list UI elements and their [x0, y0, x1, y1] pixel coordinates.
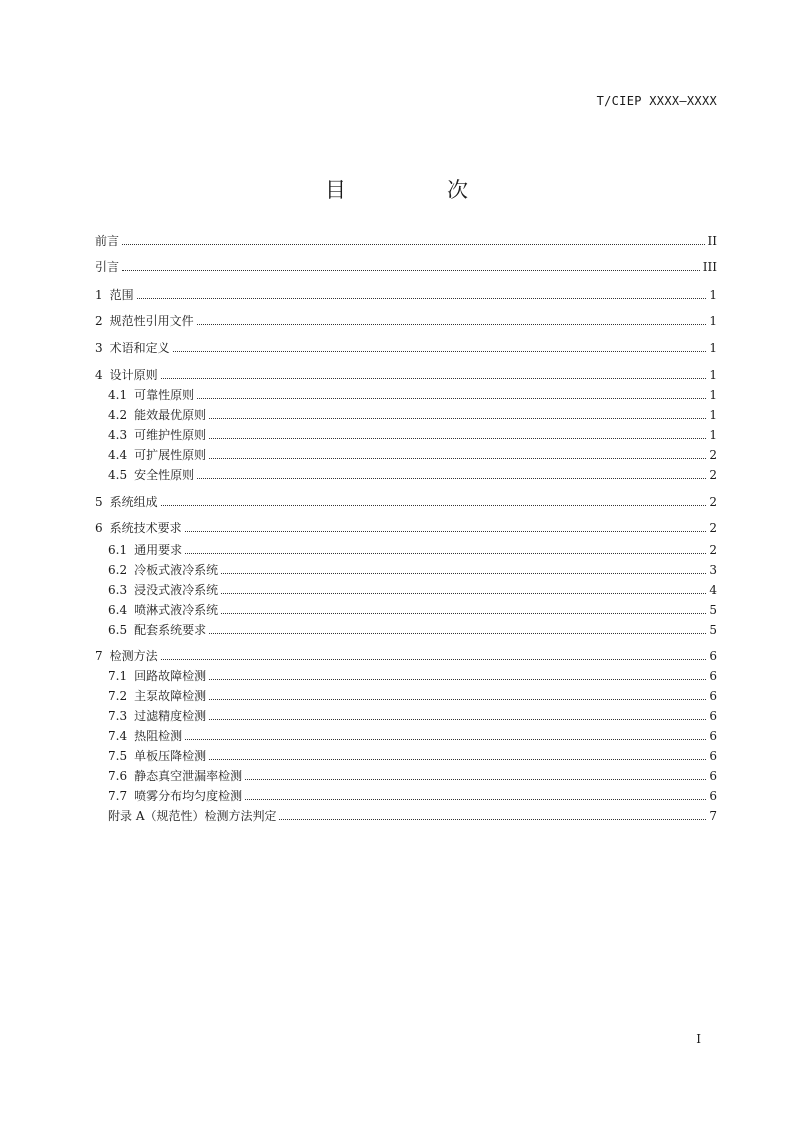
toc-entry-number: 7	[95, 649, 103, 663]
toc-entry-number: 5	[95, 495, 103, 509]
toc-entry-number: 7.5	[108, 749, 128, 763]
toc-entry-number: 6.2	[108, 563, 128, 577]
toc-entry-text: 可扩展性原则	[134, 448, 207, 462]
dot-leader	[245, 778, 706, 780]
toc-entry-text: 可靠性原则	[134, 388, 195, 402]
toc-entry-label	[108, 688, 206, 704]
toc-entry[interactable]	[108, 427, 717, 443]
toc-entry-label	[108, 562, 218, 578]
toc-entry-text: 前言	[95, 234, 120, 248]
toc-entry-page: 6	[709, 709, 717, 723]
toc-entry-page: II	[707, 234, 717, 248]
toc-entry-page: 1	[709, 428, 717, 442]
toc-entry[interactable]	[108, 688, 717, 704]
toc-entry-number: 6.3	[108, 583, 128, 597]
toc-entry-label	[108, 768, 242, 784]
toc-entry-text: 主泵故障检测	[134, 689, 207, 703]
toc-entry[interactable]	[108, 562, 717, 578]
toc-entry-label	[108, 447, 206, 463]
toc-entry[interactable]	[108, 387, 717, 403]
toc-entry-page: 2	[709, 543, 717, 557]
toc-entry-page: 1	[709, 341, 717, 355]
toc-entry[interactable]	[95, 520, 717, 536]
toc-entry-number: 6	[95, 521, 103, 535]
page-number: I	[696, 1032, 701, 1046]
toc-entry-label	[108, 788, 242, 804]
dot-leader	[185, 530, 707, 532]
toc-entry-number: 7.4	[108, 729, 128, 743]
toc-entry-text: 冷板式液冷系统	[134, 563, 219, 577]
dot-leader	[221, 572, 706, 574]
toc-entry-page: 1	[709, 408, 717, 422]
dot-leader	[209, 632, 706, 634]
dot-leader	[161, 658, 707, 660]
dot-leader	[185, 738, 706, 740]
document-code: T/CIEP XXXX—XXXX	[596, 94, 717, 108]
toc-entry-label	[95, 367, 158, 383]
toc-entry[interactable]	[108, 542, 717, 558]
toc-entry-number: 3	[95, 341, 103, 355]
dot-leader	[221, 592, 706, 594]
toc-entry-number: 7.1	[108, 669, 128, 683]
dot-leader	[161, 377, 707, 379]
toc-entry-page: 6	[709, 669, 717, 683]
toc-entry-text: 回路故障检测	[134, 669, 207, 683]
toc-entry-text: 热阻检测	[134, 729, 183, 743]
toc-entry-text: 喷淋式液冷系统	[134, 603, 219, 617]
toc-entry[interactable]	[95, 648, 717, 664]
toc-entry-page: 1	[709, 314, 717, 328]
toc-entry-label	[108, 582, 218, 598]
dot-leader	[279, 818, 706, 820]
toc-entry-number: 6.5	[108, 623, 128, 637]
toc-entry[interactable]	[95, 340, 717, 356]
toc-entry-text: 可维护性原则	[134, 428, 207, 442]
toc-entry-page: III	[702, 260, 717, 274]
toc-entry-label	[108, 467, 194, 483]
toc-entry-label	[95, 340, 170, 356]
toc-entry-label	[95, 313, 194, 329]
toc-entry-text: 术语和定义	[109, 341, 170, 355]
toc-entry-label	[95, 520, 182, 536]
toc-entry-page: 2	[709, 495, 717, 509]
toc-entry-number: 4.4	[108, 448, 128, 462]
toc-entry-page: 5	[709, 603, 717, 617]
toc-entry-label	[95, 648, 158, 664]
toc-entry-page: 1	[709, 388, 717, 402]
toc-entry-number: 6.1	[108, 543, 128, 557]
toc-entry[interactable]	[108, 407, 717, 423]
toc-entry[interactable]	[95, 259, 717, 275]
toc-entry-text: 检测方法	[109, 649, 158, 663]
toc-entry[interactable]	[95, 233, 717, 249]
toc-entry-page: 5	[709, 623, 717, 637]
toc-entry-label	[108, 542, 182, 558]
dot-leader	[209, 718, 706, 720]
toc-entry-text: 系统组成	[109, 495, 158, 509]
toc-entry-text: 喷雾分布均匀度检测	[134, 789, 243, 803]
toc-entry-page: 2	[709, 521, 717, 535]
dot-leader	[209, 698, 706, 700]
dot-leader	[209, 417, 706, 419]
toc-entry-page: 6	[709, 769, 717, 783]
toc-entry[interactable]	[108, 602, 717, 618]
toc-entry[interactable]	[108, 668, 717, 684]
toc-entry[interactable]	[108, 622, 717, 638]
toc-entry[interactable]	[95, 494, 717, 510]
dot-leader	[122, 243, 705, 245]
toc-entry-text: 设计原则	[109, 368, 158, 382]
toc-entry-number: 1	[95, 288, 103, 302]
dot-leader	[122, 269, 700, 271]
toc-entry-label	[108, 708, 206, 724]
toc-entry-text: 规范性引用文件	[109, 314, 194, 328]
toc-entry-label	[108, 748, 206, 764]
toc-entry[interactable]	[108, 467, 717, 483]
toc-entry-label	[108, 808, 276, 824]
toc-entry-label	[95, 494, 158, 510]
toc-entry-label	[108, 668, 206, 684]
toc-entry-page: 6	[709, 749, 717, 763]
toc-entry[interactable]	[108, 447, 717, 463]
toc-entry-page: 2	[709, 468, 717, 482]
toc-entry-number: 7.6	[108, 769, 128, 783]
toc-entry[interactable]	[108, 768, 717, 784]
dot-leader	[197, 323, 707, 325]
toc-entry-number: 4.5	[108, 468, 128, 482]
toc-entry-text: 浸没式液冷系统	[134, 583, 219, 597]
toc-title: 目 次	[325, 178, 508, 202]
dot-leader	[137, 297, 707, 299]
toc-entry-label	[95, 233, 119, 249]
toc-entry-number: 4.1	[108, 388, 128, 402]
dot-leader	[173, 350, 707, 352]
toc-entry[interactable]	[108, 788, 717, 804]
dot-leader	[197, 397, 706, 399]
toc-entry-page: 2	[709, 448, 717, 462]
dot-leader	[221, 612, 706, 614]
toc-entry-label	[108, 387, 194, 403]
dot-leader	[209, 437, 706, 439]
toc-entry-page: 4	[709, 583, 717, 597]
toc-entry[interactable]	[95, 367, 717, 383]
toc-entry-text: 单板压降检测	[134, 749, 207, 763]
toc-entry-number: 4.3	[108, 428, 128, 442]
toc-entry-page: 6	[709, 649, 717, 663]
toc-entry-number: 4	[95, 368, 103, 382]
dot-leader	[209, 678, 706, 680]
dot-leader	[197, 477, 706, 479]
toc-entry-number: 2	[95, 314, 103, 328]
toc-entry-page: 6	[709, 689, 717, 703]
toc-entry-label	[108, 602, 218, 618]
toc-entry-page: 6	[709, 789, 717, 803]
dot-leader	[209, 457, 706, 459]
toc-entry-text: 能效最优原则	[134, 408, 207, 422]
toc-entry-text: 安全性原则	[134, 468, 195, 482]
toc-entry[interactable]	[95, 313, 717, 329]
toc-entry-label	[95, 259, 119, 275]
toc-entry-text: 引言	[95, 260, 120, 274]
toc-entry-number: 7.7	[108, 789, 128, 803]
dot-leader	[209, 758, 706, 760]
dot-leader	[161, 504, 707, 506]
dot-leader	[185, 552, 706, 554]
toc-entry-number: 7.3	[108, 709, 128, 723]
toc-entry-page: 3	[709, 563, 717, 577]
toc-entry[interactable]	[108, 582, 717, 598]
toc-entry-text: 配套系统要求	[134, 623, 207, 637]
toc-entry[interactable]	[108, 808, 717, 824]
toc-entry-text: 过滤精度检测	[134, 709, 207, 723]
toc-entry-text: 通用要求	[134, 543, 183, 557]
toc-entry-page: 1	[709, 288, 717, 302]
toc-entry-label	[108, 407, 206, 423]
toc-entry-number: 7.2	[108, 689, 128, 703]
toc-entry-page: 6	[709, 729, 717, 743]
toc-entry[interactable]	[108, 728, 717, 744]
toc-entry[interactable]	[95, 287, 717, 303]
toc-entry[interactable]	[108, 748, 717, 764]
toc-entry-label	[108, 427, 206, 443]
dot-leader	[245, 798, 706, 800]
toc-entry-label	[108, 622, 206, 638]
toc-entry-number: 6.4	[108, 603, 128, 617]
toc-entry-text: 系统技术要求	[109, 521, 182, 535]
toc-entry-page: 1	[709, 368, 717, 382]
toc-entry-page: 7	[709, 809, 717, 823]
toc-entry-text: 静态真空泄漏率检测	[134, 769, 243, 783]
toc-entry-text: 附录 A（规范性）检测方法判定	[108, 809, 277, 823]
toc-entry-label	[95, 287, 134, 303]
toc-entry-label	[108, 728, 182, 744]
toc-entry[interactable]	[108, 708, 717, 724]
toc-entry-text: 范围	[109, 288, 134, 302]
toc-entry-number: 4.2	[108, 408, 128, 422]
